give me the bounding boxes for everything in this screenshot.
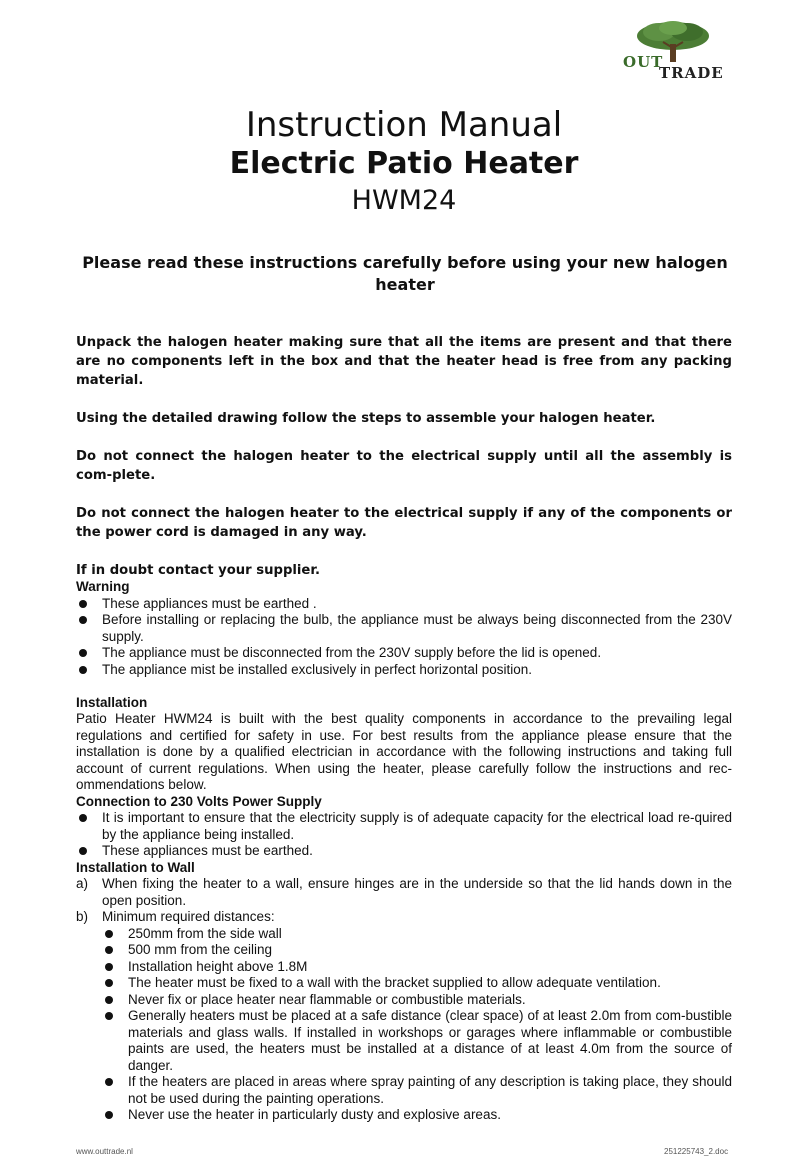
list-item: 500 mm from the ceiling xyxy=(102,942,732,959)
logo-text-out: OUT xyxy=(623,53,664,71)
logo-text-trade: TRADE xyxy=(659,64,724,82)
list-item: It is important to ensure that the electricity supply is of adequate capacity for the electrical load re-quired by the appliance being installed. xyxy=(76,810,732,843)
connection-heading: Connection to 230 Volts Power Supply xyxy=(76,793,322,809)
list-item xyxy=(76,909,732,926)
list-item: Never use the heater in particularly dusty and explosive areas. xyxy=(102,1107,732,1124)
installation-text: Patio Heater HWM24 is built with the best quality components in accordance to the prevailing legal regulations and certified for safety in use. For best results from the appliance please ensure that the installation is done by a qualified electrician in accordance with the following instructions and taking full account of current regulations. When using the heater, please carefully follow the instructions and rec-ommendations below. xyxy=(76,711,732,792)
distance-list xyxy=(102,926,732,1124)
list-item: The appliance mist be installed exclusively in perfect horizontal position. xyxy=(76,662,732,679)
warning-list xyxy=(76,596,732,679)
intro-paragraph: Do not connect the halogen heater to the electrical supply until all the assembly is com-plete. xyxy=(76,449,732,483)
product-name: Electric Patio Heater xyxy=(229,146,579,181)
list-item: 250mm from the side wall xyxy=(102,926,732,943)
intro-paragraph: Do not connect the halogen heater to the electrical supply if any of the components or the power cord is damaged in any way. xyxy=(76,506,732,540)
list-item: Generally heaters must be placed at a safe distance (clear space) of at least 2.0m from com-bustible materials and glass walls. If installed in workshops or garages where inflammable or combustible paints are used, the heaters must be installed at a distance of at least 4.0m from the source of danger. xyxy=(102,1008,732,1074)
list-item: Before installing or replacing the bulb, the appliance must be always being disconnected from the 230V supply. xyxy=(76,612,732,645)
list-item-text: Minimum required distances: xyxy=(102,909,275,924)
intro-paragraph: If in doubt contact your supplier. xyxy=(76,563,321,578)
intro-section xyxy=(76,333,732,599)
subtitle: Please read these instructions carefully before using your new halogen heater xyxy=(82,253,728,294)
footer-document-id: 251225743_2.doc xyxy=(664,1147,729,1156)
list-item: Never fix or place heater near flammable or combustible materials. xyxy=(102,992,732,1009)
installation-heading: Installation xyxy=(76,694,148,710)
wall-list xyxy=(76,876,732,926)
intro-paragraph: Using the detailed drawing follow the steps to assemble your halogen heater. xyxy=(76,411,656,426)
model-number: HWM24 xyxy=(351,185,457,216)
list-marker: a) xyxy=(76,876,89,891)
list-item: Installation height above 1.8M xyxy=(102,959,732,976)
title-block xyxy=(0,105,808,219)
connection-list xyxy=(76,810,732,860)
list-marker: b) xyxy=(76,909,89,924)
footer-website: www.outtrade.nl xyxy=(76,1147,133,1156)
document-title: Instruction Manual xyxy=(245,105,563,145)
wall-heading: Installation to Wall xyxy=(76,859,195,875)
list-item: The heater must be fixed to a wall with the bracket supplied to allow adequate ventilation. xyxy=(102,975,732,992)
company-logo xyxy=(615,20,725,84)
intro-paragraph: Unpack the halogen heater making sure that all the items are present and that there are no components left in the box and that the heater head is free from any packing material. xyxy=(76,335,732,388)
body-section xyxy=(76,579,732,1124)
list-item: These appliances must be earthed . xyxy=(76,596,732,613)
list-item-text: When fixing the heater to a wall, ensure hinges are in the underside so that the lid hands down in the open position. xyxy=(102,876,732,908)
list-item: If the heaters are placed in areas where spray painting of any description is taking place, they should not be used during the painting operations. xyxy=(102,1074,732,1107)
list-item: The appliance must be disconnected from the 230V supply before the lid is opened. xyxy=(76,645,732,662)
list-item: These appliances must be earthed. xyxy=(76,843,732,860)
warning-heading: Warning xyxy=(76,579,130,594)
list-item xyxy=(76,876,732,909)
